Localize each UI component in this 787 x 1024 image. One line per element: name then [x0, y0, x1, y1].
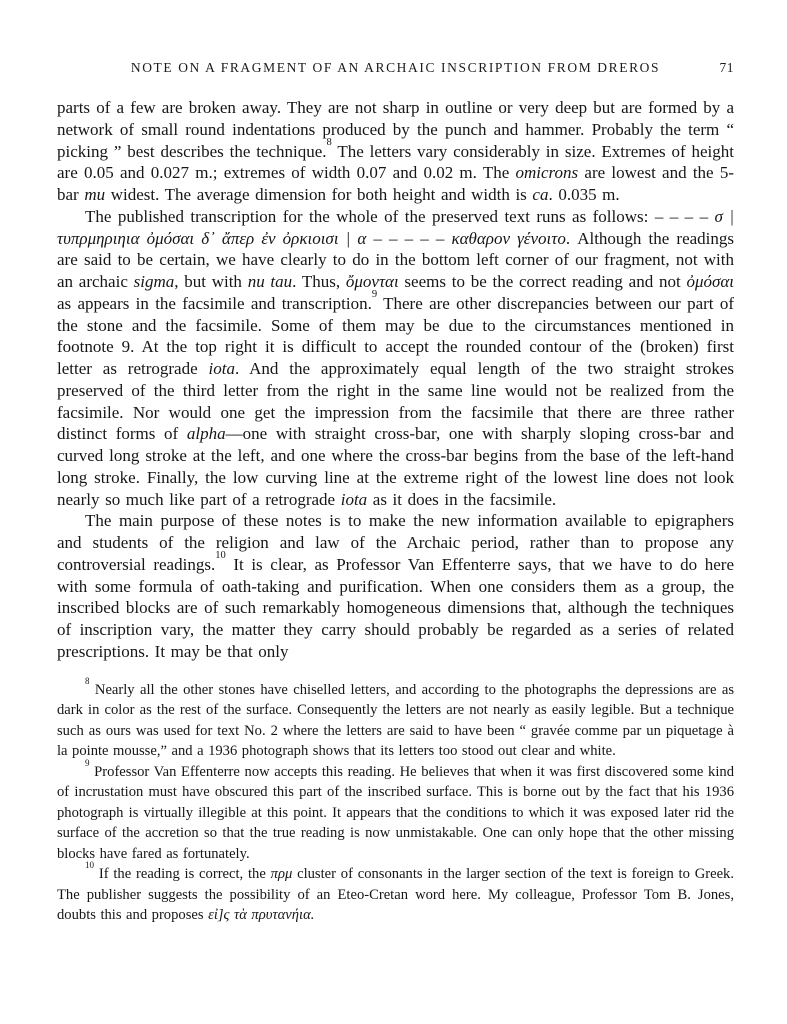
- running-head-title: NOTE ON A FRAGMENT OF AN ARCHAIC INSCRIPTION FROM DREROS: [130, 60, 661, 75]
- text-segment: are lowest and the 5-bar: [57, 163, 734, 204]
- text-segment: . And the approximately equal length of the two straight strokes preserved of the third letter from the right in the same line would not be realized from the facsimile. Nor would one get the impression from the facsimile that there are three rather distinct forms of: [57, 359, 734, 444]
- text-segment: – – – – σ | τυπρμηριηια ὀμόσαι δ᾽ ἄπερ ἐν ὀρκιοισι | α – – – – – καθαρον γένοιτο: [57, 206, 735, 248]
- text-segment: mu: [84, 185, 106, 204]
- text-segment: parts of a few are broken away. They are not sharp in outline or very deep but are formed by a network of small round indentations produced by the punch and hammer. Probably the term “ picking ” best describes the technique.: [57, 98, 734, 161]
- text-segment: There are other discrepancies between our part of the stone and the facsimile. Some of them may be due to the circumstances mentioned in footnote 9. At the top right it is difficult to accept the rounded contour of the (broken) first letter as retrograde: [57, 293, 734, 378]
- text-segment: It is clear, as Professor Van Effenterre says, that we have to do here with some formula of oath-taking and purification. When one considers them as a group, the inscribed blocks are of such remarkably homogeneous dimensions that, although the techniques of inscription vary, the matter they carry should probably be regarded as a series of related prescriptions. It may be that only: [57, 554, 734, 661]
- text-segment: widest. The average dimension for both height and width is: [105, 185, 533, 204]
- footnote-marker: 8: [85, 675, 90, 686]
- text-segment: seems to be the correct reading and not: [398, 272, 687, 291]
- footnotes: [57, 675, 734, 926]
- footnote-marker: 10: [85, 860, 95, 871]
- paragraph: [57, 97, 734, 206]
- text-segment: sigma: [133, 272, 175, 291]
- page-number: 71: [719, 60, 734, 75]
- running-head: [57, 60, 734, 76]
- text-segment: —one with straight cross-bar, one with sharply sloping cross-bar and curved long stroke at the left, and one where the cross-bar begins from the base of the left-hand long stroke. Finally, the low curving line at the extreme right of the lowest line does not look nearly so much like part of a retrograde: [57, 424, 734, 509]
- text-segment: cluster of consonants in the larger section of the text is foreign to Greek. The publisher suggests the possibility of an Eteo-Cretan word here. My colleague, Professor Tom B. Jones, doubts this and proposes: [57, 866, 734, 923]
- text-segment: . Thus,: [292, 272, 346, 291]
- text-segment: iota: [208, 359, 235, 378]
- footnote: [57, 860, 734, 926]
- paragraph: [57, 206, 734, 511]
- text-segment: Nearly all the other stones have chiselled letters, and according to the photographs the depressions are as dark in color as the rest of the surface. Consequently the letters are not nearly as easily legible. But a technique such as ours was used for text No. 2 where the letters are said to have been “ gravée comme par un piquetage à la pointe mousse,” and a 1936 photograph shows that its letters too stood out clear and white.: [57, 681, 734, 759]
- footnote-marker: 8: [326, 137, 332, 149]
- text-segment: omicrons: [515, 163, 579, 183]
- text-segment: The letters vary considerably in size. Extremes of height are 0.05 and 0.027 m.; extremes of width 0.07 and 0.02 m. The: [57, 141, 734, 183]
- text-segment: The main purpose of these notes is to make the new information available to epigraphers and students of the religion and law of the Archaic period, rather than to propose any controversial readings.: [57, 511, 734, 574]
- text-segment: ca: [532, 185, 549, 204]
- footnote-marker: 9: [371, 289, 378, 301]
- footnote-marker: 9: [85, 757, 90, 768]
- paragraph: [57, 510, 734, 662]
- text-segment: ὄμονται: [345, 272, 399, 291]
- text-segment: The published transcription for the whole of the preserved text runs as follows:: [85, 206, 655, 226]
- text-segment: . Although the readings are said to be certain, we have clearly to do in the bottom left corner of our fragment, not with an archaic: [57, 228, 734, 291]
- footnote: [57, 757, 734, 865]
- text-segment: , but with: [174, 272, 248, 291]
- text-segment: iota: [340, 489, 368, 509]
- text-segment: πρμ: [270, 866, 293, 882]
- text-segment: as appears in the facsimile and transcription.: [57, 293, 372, 313]
- text-segment: εἰ]ς τὰ πρυτανήια.: [208, 907, 315, 923]
- text-segment: . 0.035 m.: [548, 185, 620, 204]
- text-segment: ὀμόσαι: [686, 272, 735, 291]
- footnote: [57, 675, 734, 762]
- text-segment: If the reading is correct, the: [94, 866, 271, 882]
- text-segment: as it does in the facsimile.: [367, 489, 557, 509]
- body-text: [57, 97, 734, 663]
- footnote-marker: 10: [215, 550, 226, 562]
- text-segment: nu tau: [247, 272, 293, 291]
- text-segment: Professor Van Effenterre now accepts this reading. He believes that when it was first discovered some kind of incrustation must have obscured this part of the inscribed surface. This is borne out by the fact that his 1936 photograph is virtually illegible at this point. It appears that the conditions to which it was exposed later rid the surface of the accretion so that the true reading is now unmistakable. One can only hope that the other missing blocks have fared as fortunately.: [57, 763, 734, 862]
- text-segment: alpha: [186, 424, 226, 444]
